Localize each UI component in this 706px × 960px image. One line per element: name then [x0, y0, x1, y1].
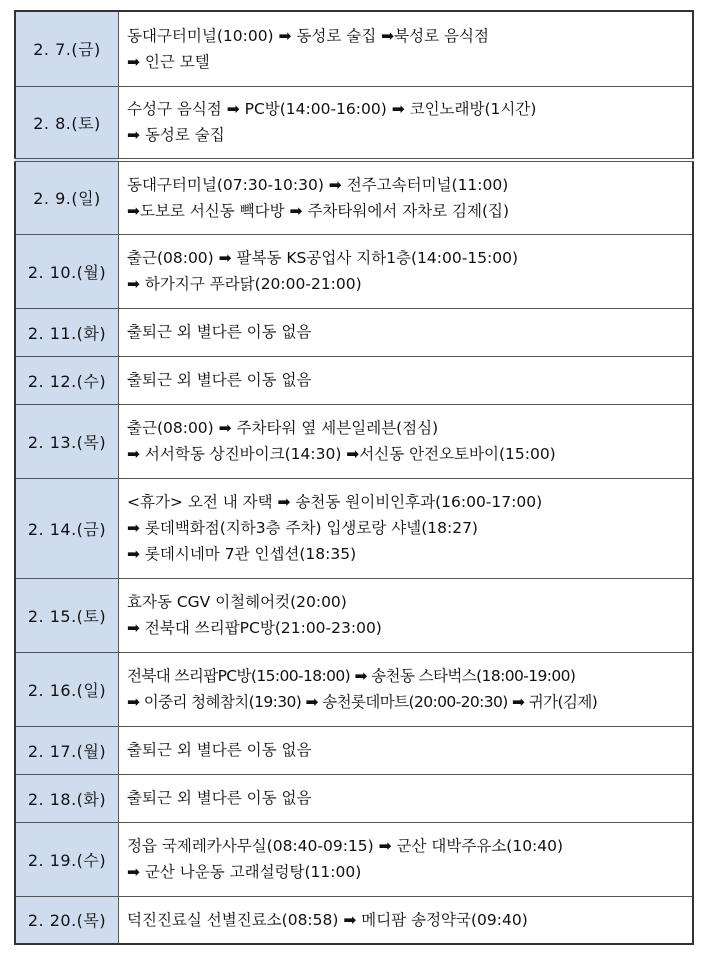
route-line: 출퇴근 외 별다른 이동 없음 — [127, 741, 312, 759]
route-cell — [119, 478, 694, 578]
route-line: ➡ 동성로 술집 — [127, 126, 225, 145]
table-row — [15, 86, 693, 160]
route-cell — [119, 726, 694, 774]
date-cell: 2. 9.(일) — [15, 160, 119, 234]
route-line: ➡ 전북대 쓰리팝PC방(21:00-23:00) — [127, 619, 382, 637]
route-cell — [119, 86, 694, 160]
route-line: ➡ 롯데시네마 7관 인셉션(18:35) — [127, 545, 357, 563]
table-row — [15, 308, 693, 356]
route-line: 효자동 CGV 이철헤어컷(20:00) — [127, 593, 347, 611]
table-row — [15, 578, 693, 652]
route-line: 수성구 음식점 ➡ PC방(14:00-16:00) ➡ 코인노래방(1시간) — [127, 100, 537, 119]
route-line: 정읍 국제레카사무실(08:40-09:15) ➡ 군산 대박주유소(10:40) — [127, 837, 564, 855]
route-line: 전북대 쓰리팝PC방(15:00-18:00) ➡ 송천동 스타벅스(18:00-19:00) — [127, 667, 576, 685]
route-cell — [119, 652, 694, 726]
route-line: ➡ 서서학동 상진바이크(14:30) ➡서신동 안전오토바이(15:00) — [127, 445, 556, 463]
route-cell — [119, 404, 694, 478]
date-cell: 2. 18.(화) — [15, 774, 119, 822]
route-cell — [119, 11, 694, 86]
date-cell: 2. 19.(수) — [15, 822, 119, 896]
table-row — [15, 404, 693, 478]
table-row — [15, 652, 693, 726]
date-cell: 2. 11.(화) — [15, 308, 119, 356]
date-cell: 2. 17.(월) — [15, 726, 119, 774]
date-cell: 2. 8.(토) — [15, 86, 119, 160]
table-row — [15, 356, 693, 404]
route-line: ➡ 인근 모텔 — [127, 52, 210, 71]
route-line: ➡ 하가지구 푸라닭(20:00-21:00) — [127, 275, 362, 293]
schedule-document — [14, 10, 694, 945]
route-cell — [119, 578, 694, 652]
date-cell: 2. 15.(토) — [15, 578, 119, 652]
date-cell: 2. 12.(수) — [15, 356, 119, 404]
date-cell: 2. 10.(월) — [15, 234, 119, 308]
table-row — [15, 478, 693, 578]
route-line: 동대구터미널(10:00) ➡ 동성로 술집 ➡북성로 음식점 — [127, 26, 489, 45]
route-cell — [119, 308, 694, 356]
table-row — [15, 822, 693, 896]
route-line: 동대구터미널(07:30-10:30) ➡ 전주고속터미널(11:00) — [127, 175, 509, 194]
table-row — [15, 726, 693, 774]
route-line: 출퇴근 외 별다른 이동 없음 — [127, 371, 312, 389]
route-line: <휴가> 오전 내 자택 ➡ 송천동 원이비인후과(16:00-17:00) — [127, 493, 543, 511]
route-line: ➡ 이중리 청혜참치(19:30) ➡ 송천롯데마트(20:00-20:30) ➡ 귀가(김제) — [127, 693, 598, 711]
table-row — [15, 774, 693, 822]
route-line: 출퇴근 외 별다른 이동 없음 — [127, 323, 312, 341]
table-row — [15, 896, 693, 944]
date-cell: 2. 13.(목) — [15, 404, 119, 478]
movement-schedule-table — [14, 10, 694, 945]
table-row — [15, 160, 693, 234]
route-line: 출퇴근 외 별다른 이동 없음 — [127, 789, 312, 807]
route-cell — [119, 160, 694, 234]
route-line: ➡ 군산 나운동 고래설렁탕(11:00) — [127, 863, 362, 881]
date-cell: 2. 16.(일) — [15, 652, 119, 726]
route-cell — [119, 822, 694, 896]
route-cell — [119, 234, 694, 308]
route-line: 출근(08:00) ➡ 팔복동 KS공업사 지하1층(14:00-15:00) — [127, 249, 519, 267]
route-line: ➡ 롯데백화점(지하3층 주차) 입생로랑 샤넬(18:27) — [127, 519, 478, 537]
route-cell — [119, 356, 694, 404]
route-line: 출근(08:00) ➡ 주차타워 옆 세븐일레븐(점심) — [127, 419, 439, 437]
date-cell: 2. 7.(금) — [15, 11, 119, 86]
route-line: 덕진진료실 선별진료소(08:58) ➡ 메디팜 송정약국(09:40) — [127, 910, 528, 929]
date-cell: 2. 14.(금) — [15, 478, 119, 578]
route-cell — [119, 896, 694, 944]
table-row — [15, 234, 693, 308]
route-cell — [119, 774, 694, 822]
route-line: ➡도보로 서신동 빽다방 ➡ 주차타워에서 자차로 김제(집) — [127, 201, 510, 220]
date-cell: 2. 20.(목) — [15, 896, 119, 944]
table-row — [15, 11, 693, 86]
